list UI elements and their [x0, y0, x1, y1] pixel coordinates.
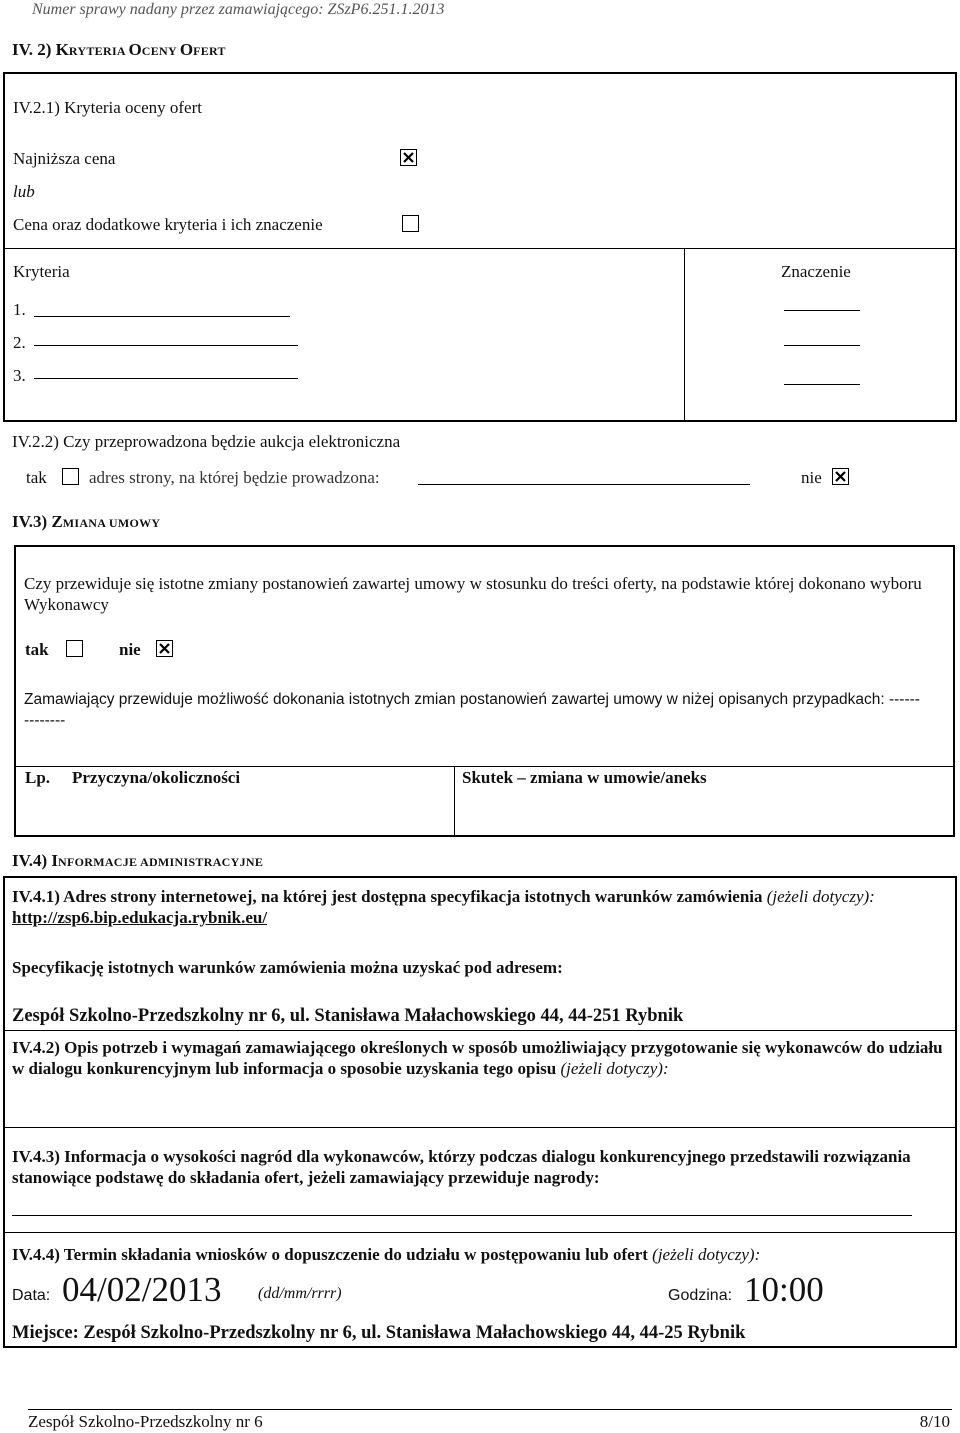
iv43-block: IV.4.3) Informacja o wysokości nagród dla wykonawców, którzy podczas dialogu konkurencyjnego przedstawili rozwiązania stanowiące podstawę do składania ofert, jeżeli zamawiający przewiduje nagrody: — [12, 1147, 911, 1187]
x-mark-icon — [401, 150, 416, 165]
changes-table-divider — [454, 766, 455, 836]
contract-change-no-label: nie — [119, 640, 141, 659]
criteria-header: Kryteria — [13, 262, 70, 281]
changes-col-reason: Przyczyna/okoliczności — [72, 768, 241, 787]
section-iv3-heading: IV.3) ZMIANA UMOWY — [12, 512, 161, 531]
iv41-block: IV.4.1) Adres strony internetowej, na której jest dostępna specyfikacja istotnych warunków zamówienia (jeżeli dotyczy): http://zsp6.bip.edukacja.rybnik.eu/ — [12, 887, 875, 927]
or-label: lub — [13, 182, 35, 201]
criteria-row-1-field[interactable] — [34, 316, 290, 317]
weight-row-1-field[interactable] — [784, 310, 860, 311]
contract-change-yes-label: tak — [25, 640, 49, 659]
footer-rule — [28, 1409, 952, 1410]
auction-address-label: adres strony, na której będzie prowadzona: — [89, 468, 380, 487]
contract-change-no-checkbox[interactable] — [156, 640, 173, 657]
date-label: Data: — [12, 1287, 51, 1304]
specification-url-link[interactable]: http://zsp6.bip.edukacja.rybnik.eu/ — [12, 908, 268, 927]
contract-change-description: Zamawiający przewiduje możliwość dokonania istotnych zmian postanowień zawartej umowy w niżej opisanych przypadkach: -------------- — [24, 691, 920, 729]
auction-heading: IV.2.2) Czy przeprowadzona będzie aukcja elektroniczna — [12, 432, 401, 451]
auction-address-field[interactable] — [418, 484, 750, 485]
footer-organization: Zespół Szkolno-Przedszkolny nr 6 — [28, 1412, 263, 1431]
auction-no-checkbox[interactable] — [832, 468, 849, 485]
weight-row-3-field[interactable] — [784, 384, 860, 385]
x-mark-icon — [833, 469, 848, 484]
iv44-block: IV.4.4) Termin składania wniosków o dopuszczenie do udziału w postępowaniu lub ofert (jeżeli dotyczy): — [12, 1245, 761, 1264]
changes-table-top-rule — [14, 766, 955, 767]
time-value[interactable]: 10:00 — [744, 1270, 824, 1309]
iv43-top-rule — [3, 1127, 957, 1128]
criteria-row-2-field[interactable] — [34, 345, 298, 346]
place-label: Miejsce: — [12, 1323, 79, 1343]
criteria-row-3-field[interactable] — [34, 378, 298, 379]
time-label: Godzina: — [668, 1287, 733, 1304]
criteria-row-2-number: 2. — [13, 333, 26, 352]
footer-page-number: 8/10 — [919, 1412, 950, 1431]
criteria-table-divider — [684, 248, 685, 420]
date-format-hint: (dd/mm/rrrr) — [258, 1285, 342, 1302]
spec-address-value: Zespół Szkolno-Przedszkolny nr 6, ul. Stanisława Małachowskiego 44, 44-251 Rybnik — [12, 1006, 684, 1026]
criteria-table-top-rule — [3, 248, 957, 249]
place-value: Zespół Szkolno-Przedszkolny nr 6, ul. Stanisława Małachowskiego 44, 44-25 Rybnik — [83, 1323, 746, 1343]
criteria-row-1-number: 1. — [13, 300, 26, 319]
auction-yes-label: tak — [26, 468, 47, 487]
criteria-subheading: IV.2.1) Kryteria oceny ofert — [13, 98, 202, 117]
x-mark-icon — [157, 641, 172, 656]
spec-address-label: Specyfikację istotnych warunków zamówienia można uzyskać pod adresem: — [12, 958, 563, 977]
case-number-header: Numer sprawy nadany przez zamawiającego: ZSzP6.251.1.2013 — [32, 1, 445, 18]
option-price-criteria-checkbox[interactable] — [402, 215, 419, 232]
section-iv4-heading: IV.4) INFORMACJE ADMINISTRACYJNE — [12, 851, 264, 870]
iv42-block: IV.4.2) Opis potrzeb i wymagań zamawiającego określonych w sposób umożliwiający przygotowanie się wykonawców do udziału w dialogu konkurencyjnym lub informacja o sposobie uzyskania tego opisu (jeżeli dotyczy): — [12, 1038, 943, 1078]
option-lowest-price-checkbox[interactable] — [400, 149, 417, 166]
option-lowest-price-label: Najniższa cena — [13, 149, 116, 168]
iv44-top-rule — [3, 1232, 957, 1233]
criteria-row-3-number: 3. — [13, 366, 26, 385]
place-line — [12, 1322, 745, 1344]
weight-header: Znaczenie — [781, 262, 851, 281]
weight-row-2-field[interactable] — [784, 345, 860, 346]
option-price-criteria-label: Cena oraz dodatkowe kryteria i ich znaczenie — [13, 215, 323, 234]
contract-change-yes-checkbox[interactable] — [66, 640, 83, 657]
iv43-answer-field[interactable] — [12, 1215, 912, 1216]
contract-change-question: Czy przewiduje się istotne zmiany postanowień zawartej umowy w stosunku do treści oferty, na podstawie której dokonano wyboru Wykonawcy — [24, 574, 922, 614]
auction-no-label: nie — [801, 468, 822, 487]
changes-col-effect: Skutek – zmiana w umowie/aneks — [462, 768, 707, 787]
iv42-top-rule — [3, 1030, 957, 1031]
changes-col-lp: Lp. — [25, 768, 51, 787]
auction-yes-checkbox[interactable] — [62, 468, 79, 485]
criteria-box — [3, 72, 957, 422]
date-value[interactable]: 04/02/2013 — [62, 1270, 222, 1309]
section-iv2-heading: IV. 2) KRYTERIA OCENY OFERT — [12, 40, 226, 59]
